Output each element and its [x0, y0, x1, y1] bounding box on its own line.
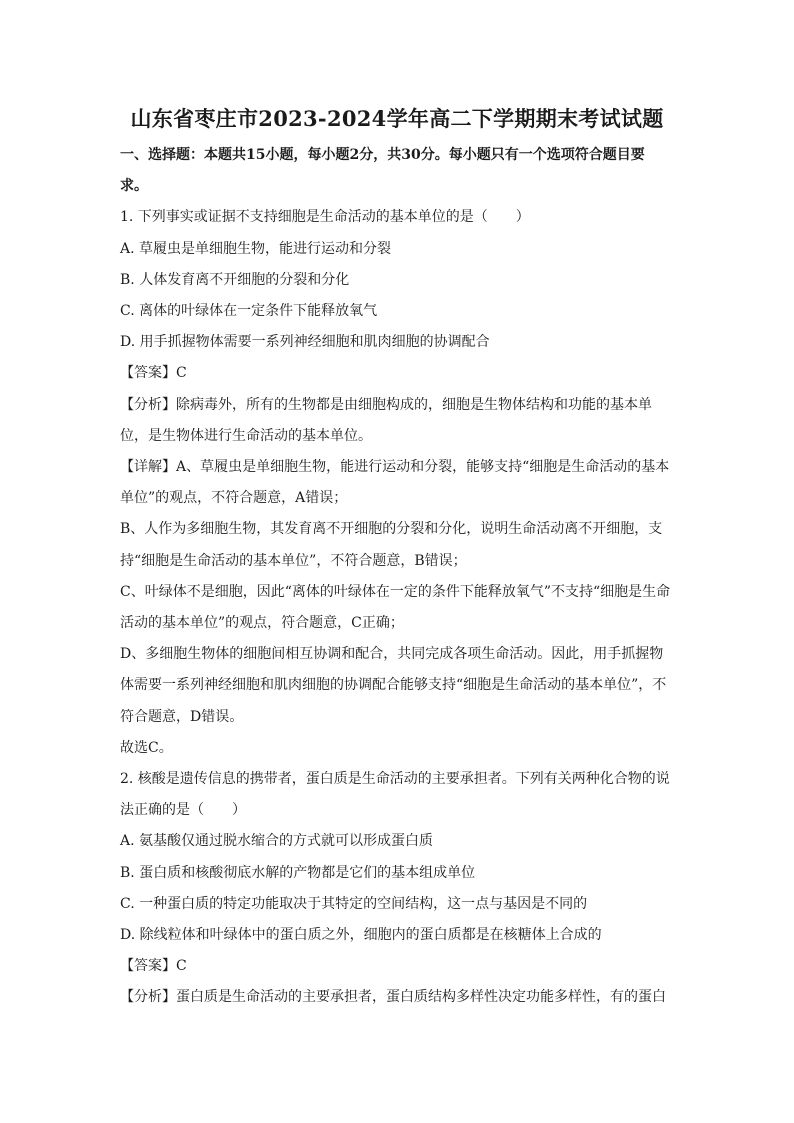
question-1-option-d: D. 用手抓握物体需要一系列神经细胞和肌肉细胞的协调配合	[120, 334, 490, 350]
question-1-detail-line: 持“细胞是生命活动的基本单位”，不符合题意，B错误；	[120, 553, 467, 569]
question-1-detail-line: C、叶绿体不是细胞，因此“离体的叶绿体在一定的条件下能释放氧气”不支持“细胞是生命	[120, 584, 671, 600]
section-header-line-2: 求。	[120, 178, 148, 194]
question-2-stem-line: 2. 核酸是遗传信息的携带者，蛋白质是生命活动的主要承担者。下列有关两种化合物的说	[120, 771, 670, 787]
question-2-stem-line: 法正确的是（ ）	[120, 802, 246, 818]
question-1-analysis-line: 【分析】除病毒外，所有的生物都是由细胞构成的，细胞是生物体结构和功能的基本单	[120, 397, 652, 413]
question-2-answer: 【答案】C	[120, 958, 187, 974]
question-2-option-a: A. 氨基酸仅通过脱水缩合的方式就可以形成蛋白质	[120, 833, 434, 849]
question-1-detail-line: 符合题意，D错误。	[120, 709, 244, 725]
question-1-option-a: A. 草履虫是单细胞生物，能进行运动和分裂	[120, 241, 392, 257]
question-2-option-d: D. 除线粒体和叶绿体中的蛋白质之外，细胞内的蛋白质都是在核糖体上合成的	[120, 927, 602, 943]
question-1-detail-line: 【详解】A、草履虫是单细胞生物，能进行运动和分裂，能够支持“细胞是生命活动的基本	[120, 459, 670, 475]
question-1-detail-line: 体需要一系列神经细胞和肌肉细胞的协调配合能够支持“细胞是生命活动的基本单位”，不	[120, 677, 667, 693]
question-1-option-c: C. 离体的叶绿体在一定条件下能释放氧气	[120, 303, 378, 319]
question-2-option-c: C. 一种蛋白质的特定功能取决于其特定的空间结构，这一点与基因是不同的	[120, 896, 588, 912]
question-1-conclusion: 故选C。	[120, 740, 173, 756]
question-1-detail-line: 单位”的观点，不符合题意，A错误；	[120, 490, 348, 506]
section-header-line-1: 一、选择题：本题共15小题，每小题2分，共30分。每小题只有一个选项符合题目要	[120, 147, 645, 163]
question-1-option-b: B. 人体发育离不开细胞的分裂和分化	[120, 272, 350, 288]
question-1-stem: 1. 下列事实或证据不支持细胞是生命活动的基本单位的是（ ）	[120, 209, 530, 225]
question-2-analysis-line: 【分析】蛋白质是生命活动的主要承担者，蛋白质结构多样性决定功能多样性，有的蛋白	[120, 989, 666, 1005]
question-2-option-b: B. 蛋白质和核酸彻底水解的产物都是它们的基本组成单位	[120, 865, 476, 881]
page-title: 山东省枣庄市2023-2024学年高二下学期期末考试试题	[130, 106, 664, 131]
question-1-detail-line: B、人作为多细胞生物，其发育离不开细胞的分裂和分化，说明生命活动离不开细胞，支	[120, 521, 663, 537]
question-1-analysis-line: 位，是生物体进行生命活动的基本单位。	[120, 428, 372, 444]
question-1-answer: 【答案】C	[120, 365, 187, 381]
question-1-detail-line: D、多细胞生物体的细胞间相互协调和配合，共同完成各项生命活动。因此，用手抓握物	[120, 646, 664, 662]
question-1-detail-line: 活动的基本单位”的观点，符合题意，C正确；	[120, 615, 404, 631]
